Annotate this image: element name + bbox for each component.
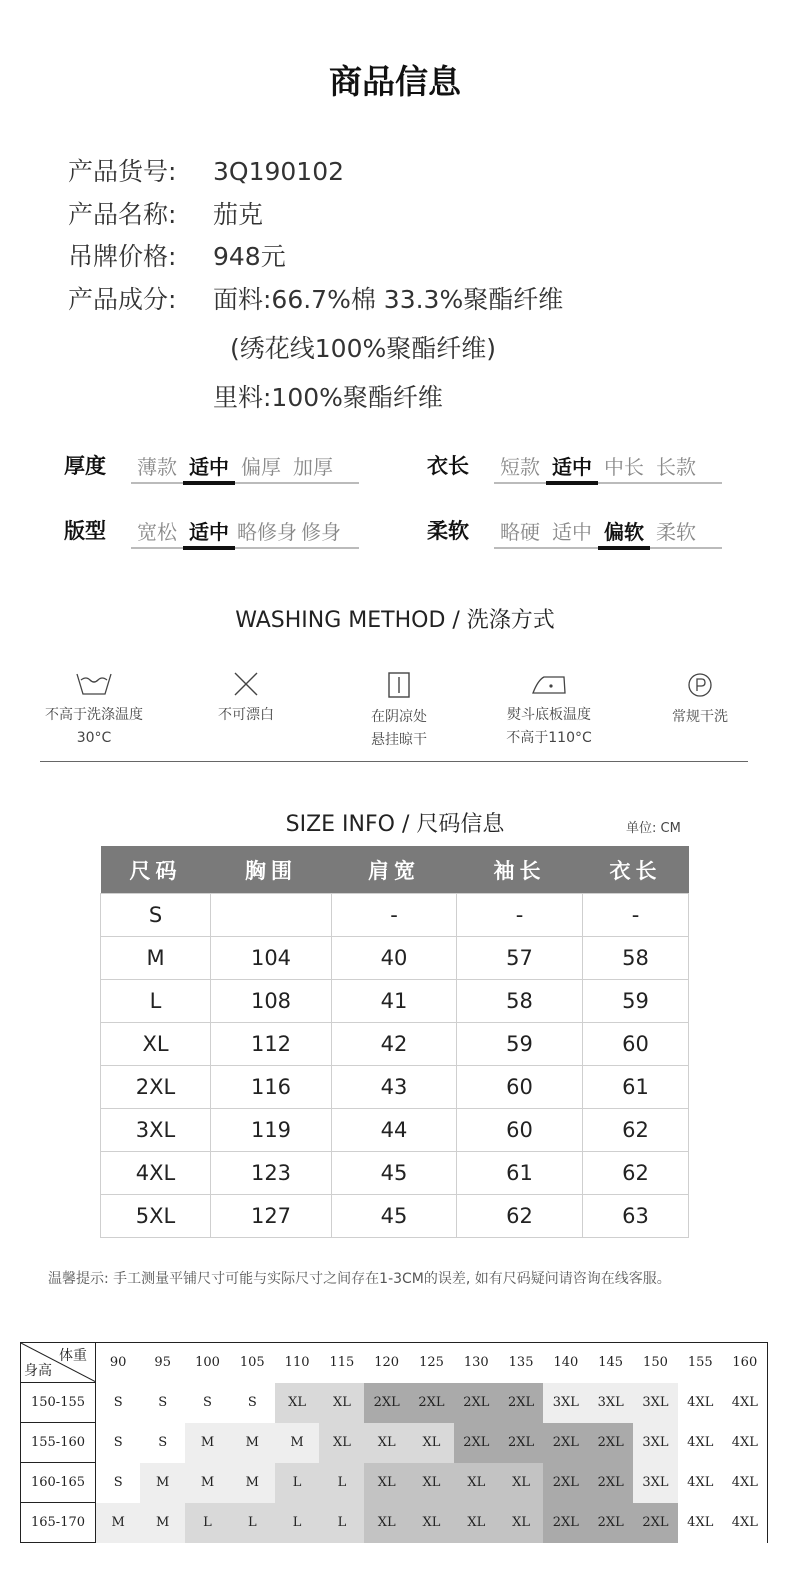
composition-lining: 里料:100%聚酯纤维 <box>213 383 443 412</box>
wash-text-line1: 不可漂白 <box>218 707 274 723</box>
attr-option: 偏厚 <box>241 455 281 479</box>
fit-size-cell: XL <box>319 1423 364 1463</box>
fit-size-cell: XL <box>409 1463 454 1503</box>
attr-options-length <box>494 451 722 484</box>
fit-size-cell: 2XL <box>364 1383 409 1423</box>
fit-size-cell: XL <box>499 1503 544 1543</box>
dry-clean-p-icon <box>687 672 713 698</box>
fit-size-cell: 2XL <box>454 1423 499 1463</box>
size-cell: 60 <box>457 1109 583 1152</box>
fit-chart <box>20 1342 768 1543</box>
fit-size-cell: 2XL <box>543 1463 588 1503</box>
fit-size-cell: L <box>230 1503 275 1543</box>
wash-item <box>19 672 169 750</box>
size-cell: 5XL <box>101 1195 211 1238</box>
fit-size-cell: M <box>140 1463 185 1503</box>
table-row <box>101 937 689 980</box>
size-cell: 62 <box>583 1152 689 1195</box>
weight-cell: 110 <box>275 1343 320 1383</box>
fit-size-cell: 3XL <box>633 1463 678 1503</box>
table-row <box>101 1109 689 1152</box>
fit-size-cell: 4XL <box>723 1463 768 1503</box>
size-cell: 43 <box>332 1066 457 1109</box>
table-row <box>101 894 689 937</box>
fit-size-cell: XL <box>364 1423 409 1463</box>
attr-label-fit: 版型 <box>64 519 106 543</box>
wash-text-line1: 不高于洗涤温度 <box>45 707 143 723</box>
size-cell: 60 <box>583 1023 689 1066</box>
attr-options-thickness <box>131 451 359 484</box>
fit-size-cell: 4XL <box>723 1503 768 1543</box>
size-header-cell: 袖长 <box>457 846 583 894</box>
corner-weight-label: 体重 <box>59 1348 87 1364</box>
weight-cell: 135 <box>499 1343 544 1383</box>
attr-option: 柔软 <box>656 520 696 544</box>
table-row <box>101 980 689 1023</box>
info-value: 面料:66.7%棉 33.3%聚酯纤维 <box>213 285 564 314</box>
measurement-note: 温馨提示: 手工测量平铺尺寸可能与实际尺寸之间存在1-3CM的误差, 如有尺码疑问请咨询在线客服。 <box>48 1271 671 1287</box>
fit-size-cell: S <box>96 1463 141 1503</box>
attr-option: 中长 <box>604 455 644 479</box>
fit-chart-row <box>21 1423 768 1463</box>
wash-item <box>625 672 775 729</box>
fit-size-cell: XL <box>409 1423 454 1463</box>
info-row-name <box>68 195 263 231</box>
size-cell: 58 <box>583 937 689 980</box>
size-cell: 63 <box>583 1195 689 1238</box>
fit-size-cell: 4XL <box>678 1383 723 1423</box>
weight-cell: 120 <box>364 1343 409 1383</box>
height-cell: 155-160 <box>21 1423 96 1463</box>
attr-option: 适中 <box>552 520 592 544</box>
size-cell: 127 <box>211 1195 332 1238</box>
size-cell: 60 <box>457 1066 583 1109</box>
fit-size-cell: S <box>96 1383 141 1423</box>
page-title: 商品信息 <box>329 62 461 101</box>
fit-size-cell: 3XL <box>543 1383 588 1423</box>
attr-label-softness: 柔软 <box>427 519 469 543</box>
fit-size-cell: M <box>140 1503 185 1543</box>
attr-option: 加厚 <box>293 455 333 479</box>
size-info-heading: SIZE INFO / 尺码信息 <box>285 812 505 837</box>
fit-size-cell: 2XL <box>499 1423 544 1463</box>
size-cell: 44 <box>332 1109 457 1152</box>
fit-size-cell: M <box>275 1423 320 1463</box>
fit-size-cell: XL <box>454 1463 499 1503</box>
size-cell: 62 <box>583 1109 689 1152</box>
fit-size-cell: M <box>185 1423 230 1463</box>
fit-size-cell: M <box>230 1463 275 1503</box>
fit-size-cell: 4XL <box>678 1463 723 1503</box>
fit-size-cell: 2XL <box>409 1383 454 1423</box>
attr-option: 略修身 <box>237 520 297 544</box>
corner-height-label: 身高 <box>24 1363 52 1379</box>
size-cell: - <box>332 894 457 937</box>
info-row-sku <box>68 152 344 188</box>
wash-text-line2: 30°C <box>76 730 112 746</box>
fit-size-cell: XL <box>275 1383 320 1423</box>
fit-size-cell: L <box>319 1503 364 1543</box>
fit-size-cell: 4XL <box>723 1383 768 1423</box>
size-cell <box>211 894 332 937</box>
weight-cell: 155 <box>678 1343 723 1383</box>
fit-size-cell: L <box>319 1463 364 1503</box>
size-cell: 104 <box>211 937 332 980</box>
size-cell: 45 <box>332 1195 457 1238</box>
fit-chart-header-row <box>21 1343 768 1383</box>
fit-size-cell: XL <box>319 1383 364 1423</box>
attr-options-softness <box>494 516 722 549</box>
fit-size-cell: XL <box>364 1463 409 1503</box>
fit-chart-row <box>21 1383 768 1423</box>
size-cell: 2XL <box>101 1066 211 1109</box>
fit-size-cell: 3XL <box>633 1383 678 1423</box>
size-cell: 58 <box>457 980 583 1023</box>
weight-cell: 95 <box>140 1343 185 1383</box>
table-row <box>101 1152 689 1195</box>
info-value: 茄克 <box>213 200 264 229</box>
fit-size-cell: 2XL <box>588 1463 633 1503</box>
height-cell: 165-170 <box>21 1503 96 1543</box>
fit-size-cell: XL <box>454 1503 499 1543</box>
composition-embroidery: (绣花线100%聚酯纤维) <box>230 334 496 363</box>
table-row <box>101 1066 689 1109</box>
size-cell: 123 <box>211 1152 332 1195</box>
size-cell: S <box>101 894 211 937</box>
fit-chart-row <box>21 1503 768 1543</box>
fit-size-cell: 2XL <box>588 1503 633 1543</box>
wash-text-line1: 在阴凉处 <box>371 709 427 725</box>
size-cell: - <box>583 894 689 937</box>
attr-option-selected: 适中 <box>183 451 235 485</box>
info-row-price <box>68 237 286 273</box>
fit-size-cell: 2XL <box>588 1423 633 1463</box>
line-dry-shade-icon <box>387 672 411 698</box>
info-label: 产品名称: <box>68 200 177 229</box>
fit-size-cell: XL <box>499 1463 544 1503</box>
weight-cell: 160 <box>723 1343 768 1383</box>
attr-option: 薄款 <box>137 455 177 479</box>
divider <box>40 761 748 762</box>
weight-cell: 140 <box>543 1343 588 1383</box>
fit-size-cell: S <box>140 1423 185 1463</box>
fit-size-cell: S <box>140 1383 185 1423</box>
fit-size-cell: S <box>230 1383 275 1423</box>
fit-size-cell: M <box>96 1503 141 1543</box>
size-cell: XL <box>101 1023 211 1066</box>
weight-cell: 100 <box>185 1343 230 1383</box>
size-cell: 59 <box>457 1023 583 1066</box>
info-value: 948元 <box>213 242 286 271</box>
size-cell: 59 <box>583 980 689 1023</box>
wash-item <box>474 672 624 750</box>
height-cell: 150-155 <box>21 1383 96 1423</box>
iron-icon <box>531 672 567 696</box>
fit-size-cell: 4XL <box>678 1503 723 1543</box>
info-row-composition <box>68 280 563 316</box>
fit-size-cell: S <box>96 1423 141 1463</box>
size-cell: 112 <box>211 1023 332 1066</box>
fit-size-cell: 3XL <box>588 1383 633 1423</box>
weight-cell: 105 <box>230 1343 275 1383</box>
size-cell: 61 <box>583 1066 689 1109</box>
size-header-cell: 肩宽 <box>332 846 457 894</box>
attr-option: 略硬 <box>500 520 540 544</box>
weight-cell: 115 <box>319 1343 364 1383</box>
weight-cell: 145 <box>588 1343 633 1383</box>
info-value: 3Q190102 <box>213 157 345 186</box>
size-header-cell: 衣长 <box>583 846 689 894</box>
fit-size-cell: L <box>275 1463 320 1503</box>
size-cell: 41 <box>332 980 457 1023</box>
size-cell: 108 <box>211 980 332 1023</box>
attr-option-selected: 适中 <box>183 516 235 550</box>
attr-option-selected: 适中 <box>546 451 598 485</box>
size-cell: 4XL <box>101 1152 211 1195</box>
no-bleach-icon <box>232 672 260 696</box>
attr-option: 宽松 <box>137 520 177 544</box>
info-label: 吊牌价格: <box>68 242 177 271</box>
fit-size-cell: XL <box>409 1503 454 1543</box>
info-label: 产品货号: <box>68 157 177 186</box>
wash-text-line1: 熨斗底板温度 <box>507 707 591 723</box>
size-cell: L <box>101 980 211 1023</box>
weight-cell: 125 <box>409 1343 454 1383</box>
wash-text-line2: 悬挂晾干 <box>371 732 427 748</box>
size-table <box>100 846 689 1238</box>
size-cell: - <box>457 894 583 937</box>
size-cell: M <box>101 937 211 980</box>
wash-text-line1: 常规干洗 <box>672 709 728 725</box>
size-cell: 62 <box>457 1195 583 1238</box>
size-header-cell: 尺码 <box>101 846 211 894</box>
weight-cell: 90 <box>96 1343 141 1383</box>
attr-option: 短款 <box>500 455 540 479</box>
attr-option: 长款 <box>656 455 696 479</box>
fit-size-cell: 4XL <box>678 1423 723 1463</box>
table-row <box>101 1195 689 1238</box>
fit-size-cell: M <box>230 1423 275 1463</box>
fit-chart-corner <box>21 1343 96 1383</box>
size-cell: 40 <box>332 937 457 980</box>
attr-options-fit <box>131 516 359 549</box>
size-unit: 单位: CM <box>626 821 681 836</box>
fit-chart-row <box>21 1463 768 1503</box>
height-cell: 160-165 <box>21 1463 96 1503</box>
wash-item <box>324 672 474 752</box>
fit-size-cell: 3XL <box>633 1423 678 1463</box>
info-label: 产品成分: <box>68 285 177 314</box>
attr-option: 修身 <box>301 520 341 544</box>
fit-size-cell: XL <box>364 1503 409 1543</box>
fit-size-cell: M <box>185 1463 230 1503</box>
attr-option-selected: 偏软 <box>598 516 650 550</box>
fit-size-cell: L <box>275 1503 320 1543</box>
fit-size-cell: 2XL <box>633 1503 678 1543</box>
fit-size-cell: L <box>185 1503 230 1543</box>
size-cell: 61 <box>457 1152 583 1195</box>
wash-text-line2: 不高于110°C <box>506 730 592 746</box>
size-header-cell: 胸围 <box>211 846 332 894</box>
size-cell: 42 <box>332 1023 457 1066</box>
weight-cell: 150 <box>633 1343 678 1383</box>
attr-label-thickness: 厚度 <box>64 454 106 478</box>
fit-size-cell: 2XL <box>543 1423 588 1463</box>
size-cell: 116 <box>211 1066 332 1109</box>
table-row <box>101 1023 689 1066</box>
wash-tub-icon <box>76 672 112 696</box>
size-table-header <box>101 846 689 894</box>
fit-size-cell: 4XL <box>723 1423 768 1463</box>
size-cell: 57 <box>457 937 583 980</box>
washing-heading: WASHING METHOD / 洗涤方式 <box>235 608 555 633</box>
fit-size-cell: S <box>185 1383 230 1423</box>
attr-label-length: 衣长 <box>427 454 469 478</box>
wash-item <box>171 672 321 727</box>
size-cell: 3XL <box>101 1109 211 1152</box>
fit-size-cell: 2XL <box>454 1383 499 1423</box>
weight-cell: 130 <box>454 1343 499 1383</box>
size-cell: 45 <box>332 1152 457 1195</box>
fit-size-cell: 2XL <box>543 1503 588 1543</box>
fit-size-cell: 2XL <box>499 1383 544 1423</box>
size-cell: 119 <box>211 1109 332 1152</box>
